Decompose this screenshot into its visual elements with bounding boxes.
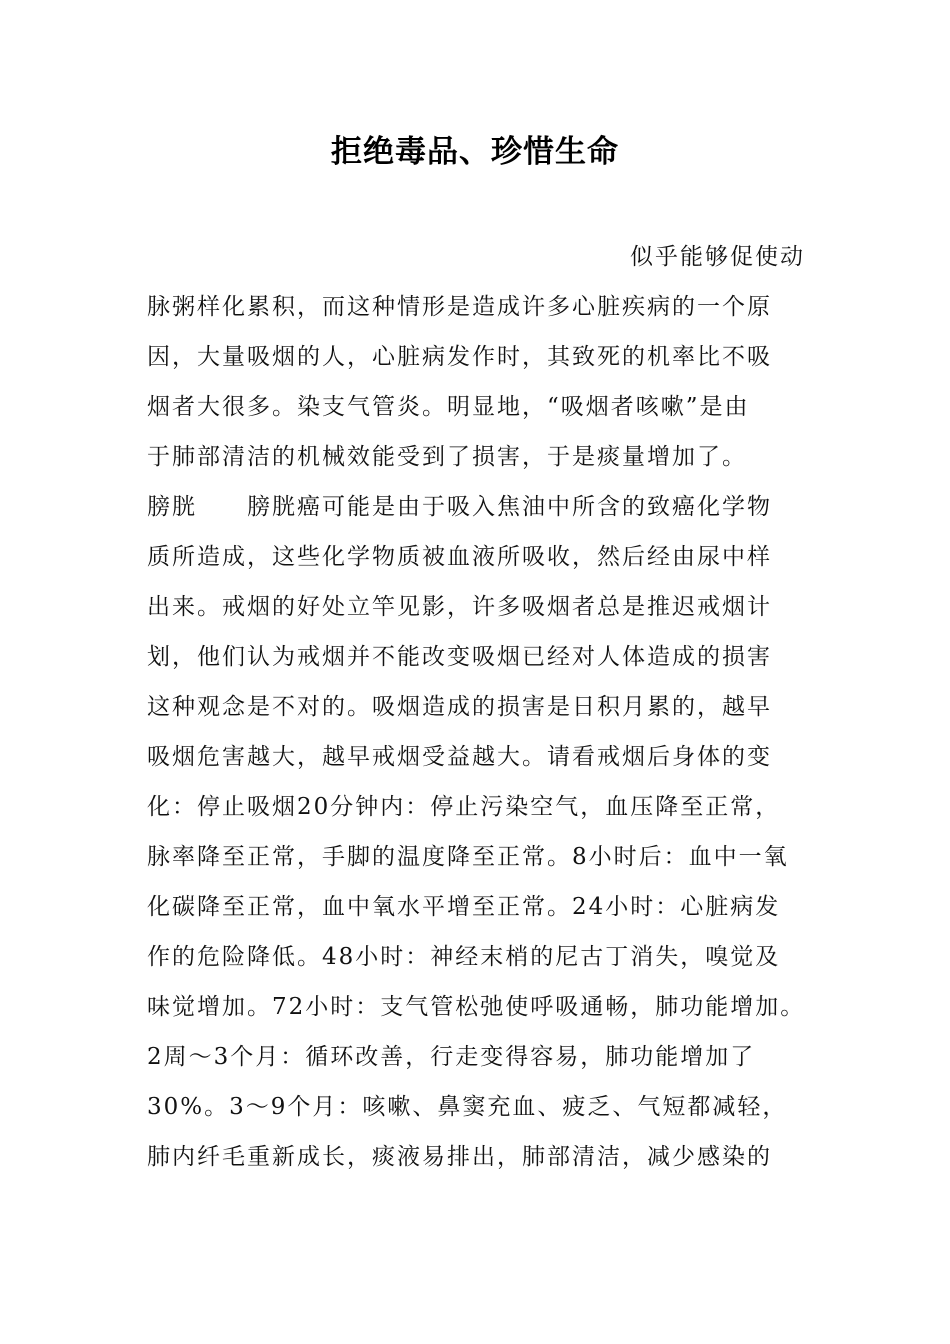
body-line: 2周～3个月：循环改善，行走变得容易，肺功能增加了 — [147, 1044, 756, 1070]
body-line: 出来。戒烟的好处立竿见影，许多吸烟者总是推迟戒烟计 — [147, 594, 772, 620]
body-line: 质所造成，这些化学物质被血液所吸收，然后经由尿中样 — [147, 544, 772, 570]
body-line: 味觉增加。72小时：支气管松弛使呼吸通畅，肺功能增加。 — [147, 994, 806, 1020]
body-line: 似乎能够促使动 — [630, 244, 805, 270]
body-line: 30%。3～9个月：咳嗽、鼻窦充血、疲乏、气短都减轻， — [147, 1094, 788, 1120]
document-title: 拒绝毒品、珍惜生命 — [331, 134, 619, 170]
body-line: 吸烟危害越大，越早戒烟受益越大。请看戒烟后身体的变 — [147, 744, 772, 770]
body-line: 这种观念是不对的。吸烟造成的损害是日积月累的，越早 — [147, 694, 772, 720]
body-line: 作的危险降低。48小时：神经末梢的尼古丁消失，嗅觉及 — [147, 944, 781, 970]
document-body — [147, 232, 837, 1182]
body-line: 烟者大很多。染支气管炎。明显地，“吸烟者咳嗽”是由 — [147, 394, 750, 420]
body-line: 于肺部清洁的机械效能受到了损害，于是痰量增加了。 — [147, 444, 747, 470]
body-line: 化：停止吸烟20分钟内：停止污染空气，血压降至正常， — [147, 794, 781, 820]
body-line: 膀胱 膀胱癌可能是由于吸入焦油中所含的致癌化学物 — [147, 494, 772, 520]
body-line: 脉率降至正常，手脚的温度降至正常。8小时后：血中一氧 — [147, 844, 789, 870]
body-line: 划，他们认为戒烟并不能改变吸烟已经对人体造成的损害 — [147, 644, 772, 670]
body-line: 因，大量吸烟的人，心脏病发作时，其致死的机率比不吸 — [147, 344, 772, 370]
body-line: 化碳降至正常，血中氧水平增至正常。24小时：心脏病发 — [147, 894, 781, 920]
body-line: 脉粥样化累积，而这种情形是造成许多心脏疾病的一个原 — [147, 294, 772, 320]
body-line: 肺内纤毛重新成长，痰液易排出，肺部清洁，减少感染的 — [147, 1144, 772, 1170]
